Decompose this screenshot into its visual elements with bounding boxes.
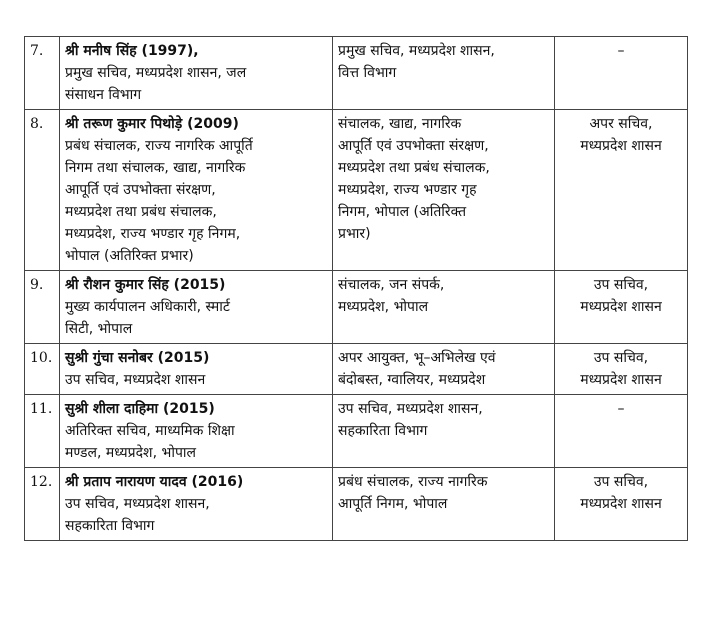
officer-cell [60, 344, 333, 395]
new-posting-cell [333, 344, 555, 395]
officer-cell [60, 37, 333, 110]
current-post-line: प्रमुख सचिव, मध्यप्रदेश शासन, जल [65, 65, 247, 81]
officer-cell [60, 271, 333, 344]
officer-cell [60, 395, 333, 468]
officer-name: सुश्री गुंचा सनोबर (2015) [65, 350, 210, 366]
current-post-line: प्रबंध संचालक, राज्य नागरिक आपूर्ति [65, 138, 253, 154]
officer-name: श्री रौशन कुमार सिंह (2015) [65, 277, 226, 293]
serial-number-cell: 8. [25, 110, 60, 271]
current-post-line: भोपाल (अतिरिक्त प्रभार) [65, 248, 194, 264]
additional-charge-line: – [617, 401, 625, 417]
current-post-line: मण्डल, मध्यप्रदेश, भोपाल [65, 445, 197, 461]
new-posting-cell [333, 271, 555, 344]
additional-charge-cell [555, 110, 688, 271]
officer-cell [60, 468, 333, 541]
officer-name: सुश्री शीला दाहिमा (2015) [65, 401, 215, 417]
transfer-orders-table [24, 36, 688, 541]
new-post-line: आपूर्ति एवं उपभोक्ता संरक्षण, [338, 138, 489, 154]
current-post-line: सहकारिता विभाग [65, 518, 155, 534]
current-post-line: सिटी, भोपाल [65, 321, 133, 337]
current-post-line: आपूर्ति एवं उपभोक्ता संरक्षण, [65, 182, 216, 198]
officer-cell [60, 110, 333, 271]
new-post-line: मध्यप्रदेश, राज्य भण्डार गृह [338, 182, 477, 198]
new-post-line: आपूर्ति निगम, भोपाल [338, 496, 448, 512]
additional-charge-line: उप सचिव, [593, 474, 649, 490]
serial-number-cell: 12. [25, 468, 60, 541]
additional-charge-cell [555, 271, 688, 344]
new-posting-cell [333, 395, 555, 468]
additional-charge-line: मध्यप्रदेश शासन [580, 496, 662, 512]
new-post-line: मध्यप्रदेश, भोपाल [338, 299, 429, 315]
table-row [25, 110, 688, 271]
new-posting-cell [333, 37, 555, 110]
additional-charge-cell [555, 37, 688, 110]
serial-number-cell: 9. [25, 271, 60, 344]
new-post-line: प्रमुख सचिव, मध्यप्रदेश शासन, [338, 43, 495, 59]
new-post-line: वित्त विभाग [338, 65, 397, 81]
current-post-line: मुख्य कार्यपालन अधिकारी, स्मार्ट [65, 299, 230, 315]
additional-charge-line: उप सचिव, [593, 350, 649, 366]
current-post-line: मध्यप्रदेश, राज्य भण्डार गृह निगम, [65, 226, 241, 242]
serial-number-cell: 10. [25, 344, 60, 395]
serial-number-cell: 11. [25, 395, 60, 468]
new-post-line: प्रबंध संचालक, राज्य नागरिक [338, 474, 488, 490]
table-row [25, 344, 688, 395]
additional-charge-line: मध्यप्रदेश शासन [580, 138, 662, 154]
table-row [25, 37, 688, 110]
current-post-line: उप सचिव, मध्यप्रदेश शासन, [65, 496, 210, 512]
new-posting-cell [333, 468, 555, 541]
additional-charge-line: अपर सचिव, [589, 116, 653, 132]
new-post-line: संचालक, खाद्य, नागरिक [338, 116, 462, 132]
officer-name: श्री मनीष सिंह (1997), [65, 43, 199, 59]
current-post-line: उप सचिव, मध्यप्रदेश शासन [65, 372, 206, 388]
current-post-line: मध्यप्रदेश तथा प्रबंध संचालक, [65, 204, 217, 220]
additional-charge-cell [555, 395, 688, 468]
new-posting-cell [333, 110, 555, 271]
new-post-line: निगम, भोपाल (अतिरिक्त [338, 204, 467, 220]
additional-charge-line: – [617, 43, 625, 59]
new-post-line: प्रभार) [338, 226, 371, 242]
current-post-line: निगम तथा संचालक, खाद्य, नागरिक [65, 160, 246, 176]
officer-name: श्री तरूण कुमार पिथोड़े (2009) [65, 116, 239, 132]
current-post-line: संसाधन विभाग [65, 87, 142, 103]
current-post-line: अतिरिक्त सचिव, माध्यमिक शिक्षा [65, 423, 235, 439]
additional-charge-cell [555, 344, 688, 395]
new-post-line: अपर आयुक्त, भू–अभिलेख एवं [338, 350, 496, 366]
officer-name: श्री प्रताप नारायण यादव (2016) [65, 474, 244, 490]
additional-charge-line: मध्यप्रदेश शासन [580, 372, 662, 388]
table-row [25, 395, 688, 468]
additional-charge-line: उप सचिव, [593, 277, 649, 293]
new-post-line: बंदोबस्त, ग्वालियर, मध्यप्रदेश [338, 372, 486, 388]
new-post-line: संचालक, जन संपर्क, [338, 277, 445, 293]
additional-charge-cell [555, 468, 688, 541]
new-post-line: मध्यप्रदेश तथा प्रबंध संचालक, [338, 160, 490, 176]
serial-number-cell: 7. [25, 37, 60, 110]
new-post-line: उप सचिव, मध्यप्रदेश शासन, [338, 401, 483, 417]
table-row [25, 468, 688, 541]
table-body [25, 37, 688, 541]
additional-charge-line: मध्यप्रदेश शासन [580, 299, 662, 315]
table-row [25, 271, 688, 344]
new-post-line: सहकारिता विभाग [338, 423, 428, 439]
